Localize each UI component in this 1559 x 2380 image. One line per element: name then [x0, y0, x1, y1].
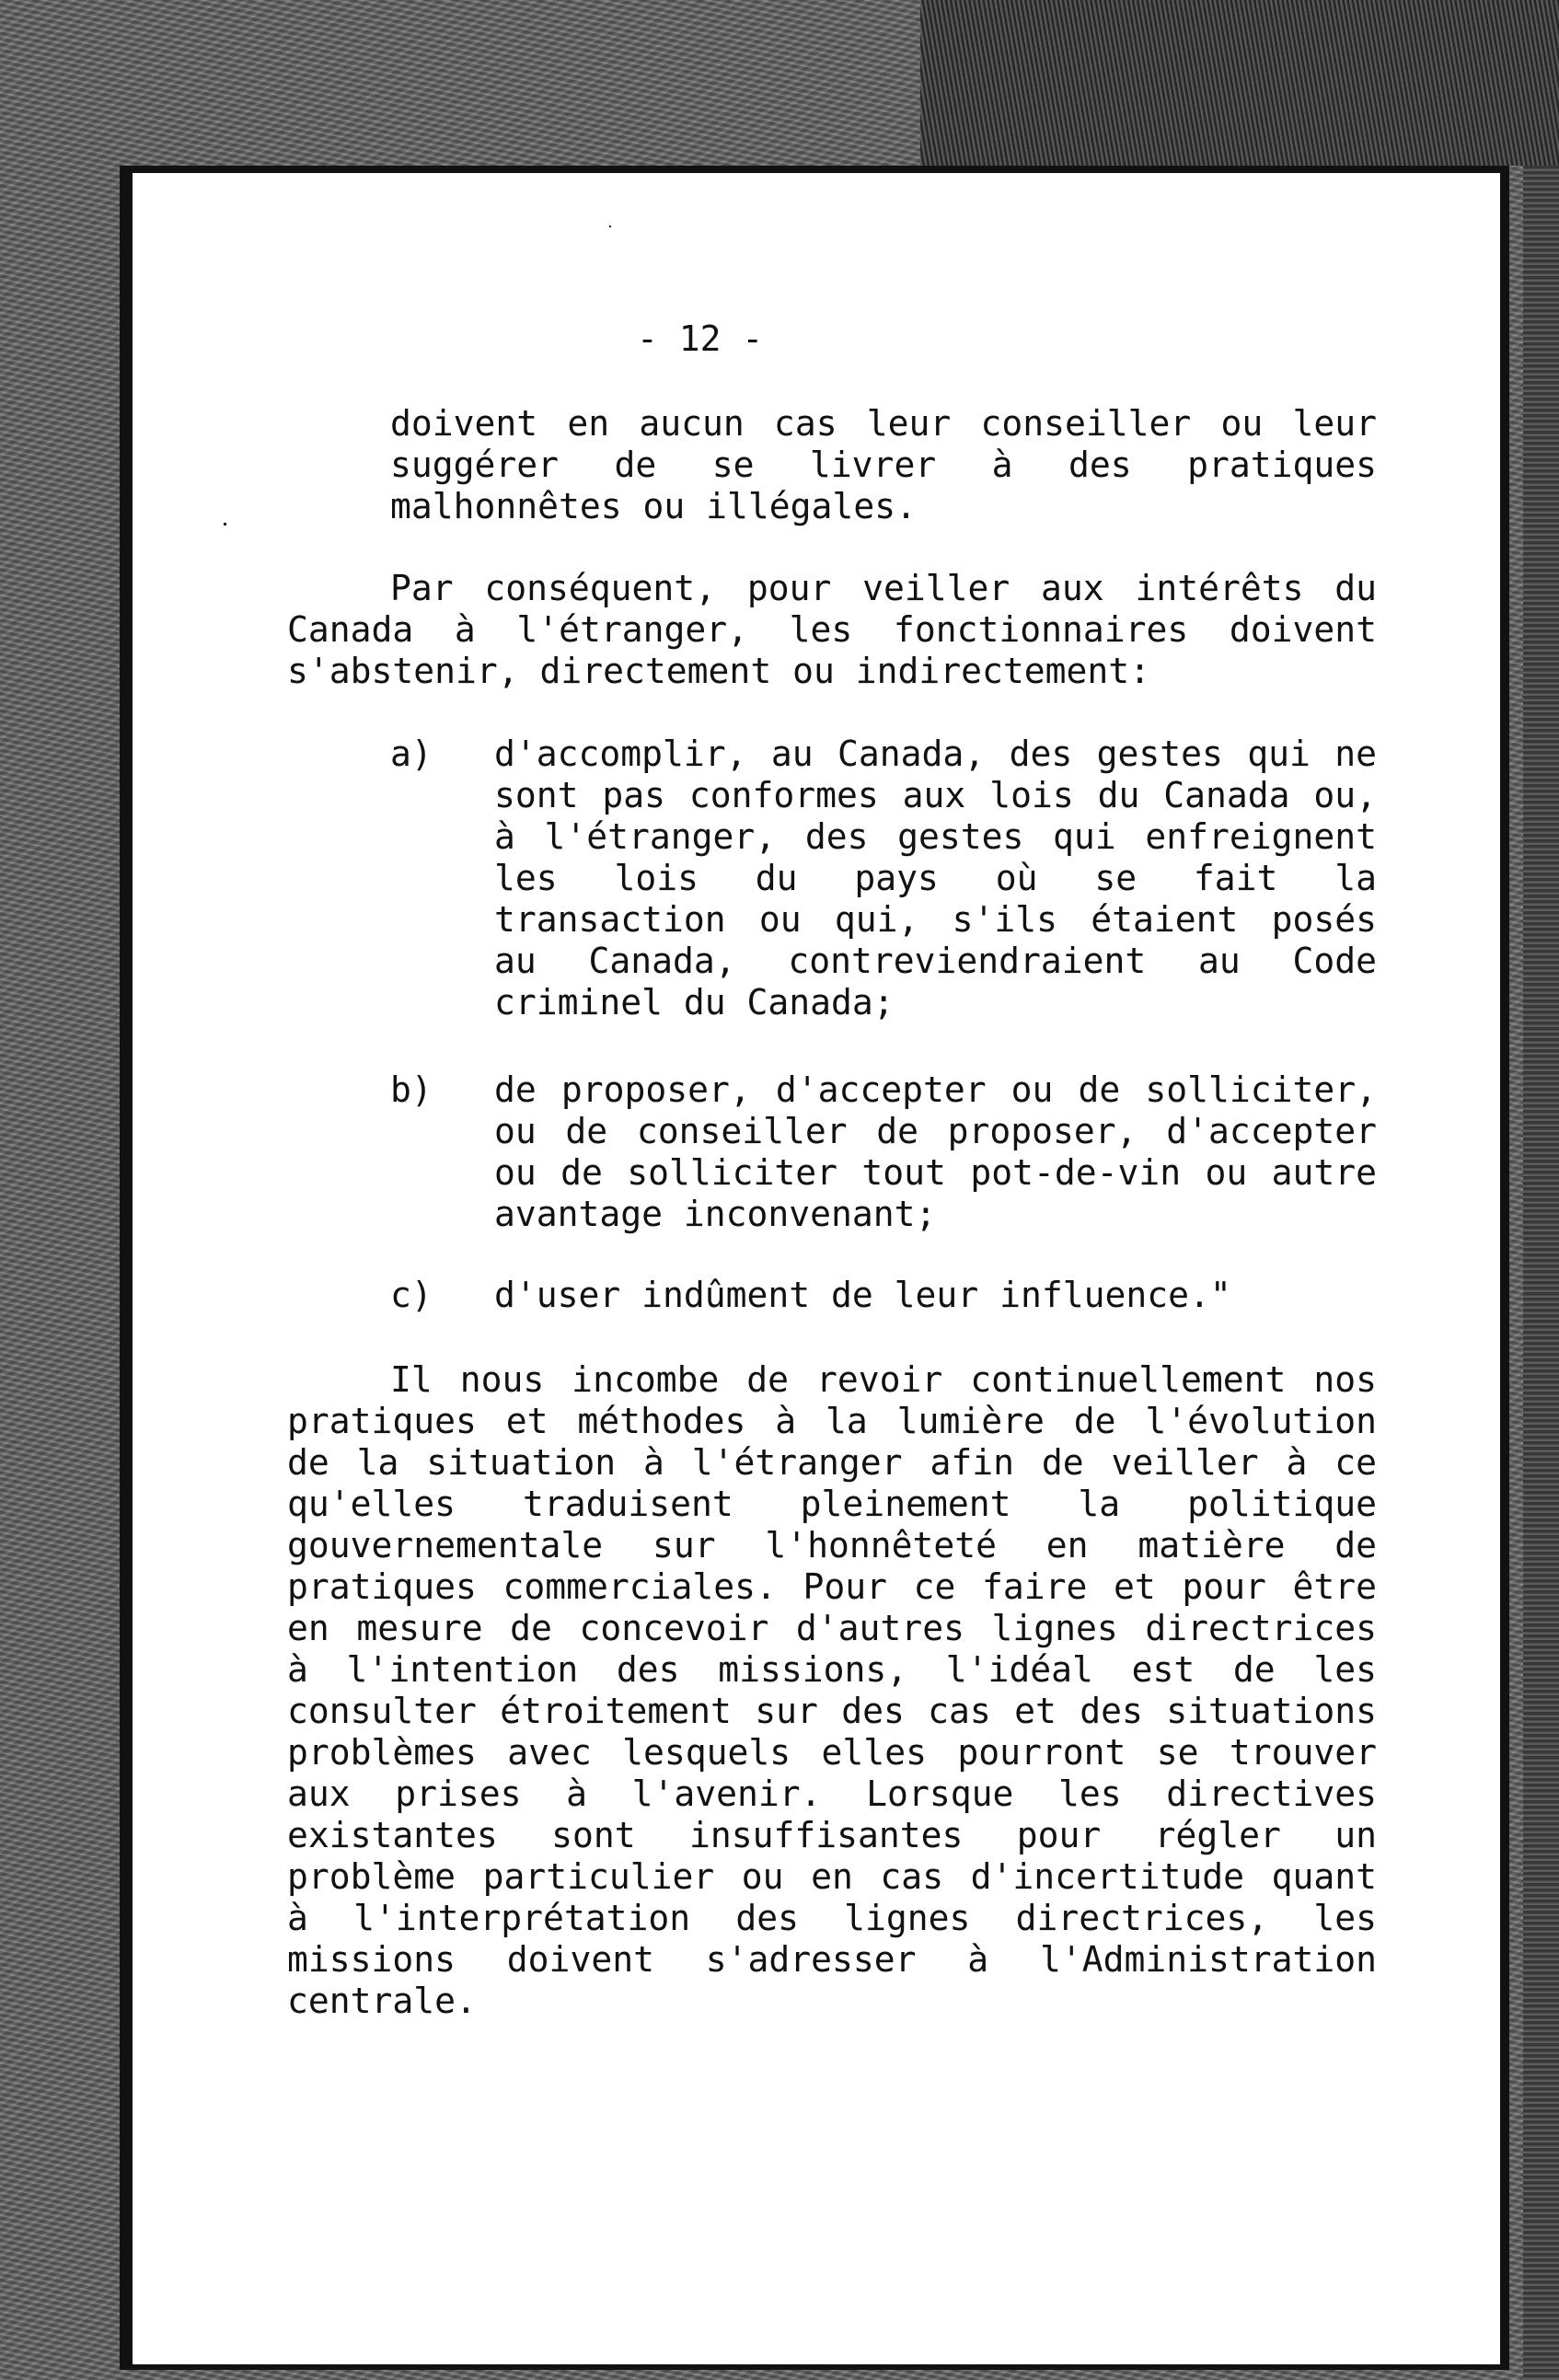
scan-right-edge — [1523, 166, 1559, 2380]
list-item-label-a: a) — [390, 734, 433, 774]
page-number: - 12 - — [637, 318, 764, 359]
closing-paragraph — [287, 1359, 1377, 2022]
intro-text: Par conséquent, pour veiller aux intérêts du Canada à l'étranger, les fonctionnaires doivent s'abstenir, directement ou indirectement: — [287, 568, 1377, 691]
intro-paragraph — [287, 568, 1377, 692]
list-item-label-b: b) — [390, 1069, 433, 1110]
scan-speck — [224, 523, 226, 526]
closing-text: Il nous incombe de revoir continuellement nos pratiques et méthodes à la lumière de l'évolution de la situation à l'étranger afin de veiller à ce qu'elles traduisent pleinement la politique gouvernementale sur l'honnêteté en matière de pratiques commerciales. Pour ce faire et pour être en mesure de concevoir d'autres lignes directrices à l'intention des missions, l'idéal est de les consulter étroitement sur des cas et des situations problèmes avec lesquels elles pourront se trouver aux prises à l'avenir. Lorsque les directives existantes sont insuffisantes pour régler un problème particulier ou en cas d'incertitude quant à l'interprétation des lignes directrices, les missions doivent s'adresser à l'Administration centrale. — [287, 1359, 1377, 2021]
list-item-text-c: d'user indûment de leur influence." — [494, 1275, 1231, 1315]
list-item-label-c: c) — [390, 1275, 433, 1315]
scan-speck — [609, 225, 611, 227]
scan-top-shadow — [920, 0, 1559, 166]
list-item-text-b: de proposer, d'accepter ou de solliciter, ou de conseiller de proposer, d'accepter ou de solliciter tout pot-de-vin ou autre avantage inconvenant; — [494, 1069, 1377, 1234]
continuation-paragraph: doivent en aucun cas leur conseiller ou leur suggérer de se livrer à des pratiques malhonnêtes ou illégales. — [390, 403, 1377, 526]
list-item-text-a: d'accomplir, au Canada, des gestes qui ne sont pas conformes aux lois du Canada ou, à l'étranger, des gestes qui enfreignent les lois du pays où se fait la transaction ou qui, s'ils étaient posés au Canada, contreviendraient au Code criminel du Canada; — [494, 734, 1377, 1022]
